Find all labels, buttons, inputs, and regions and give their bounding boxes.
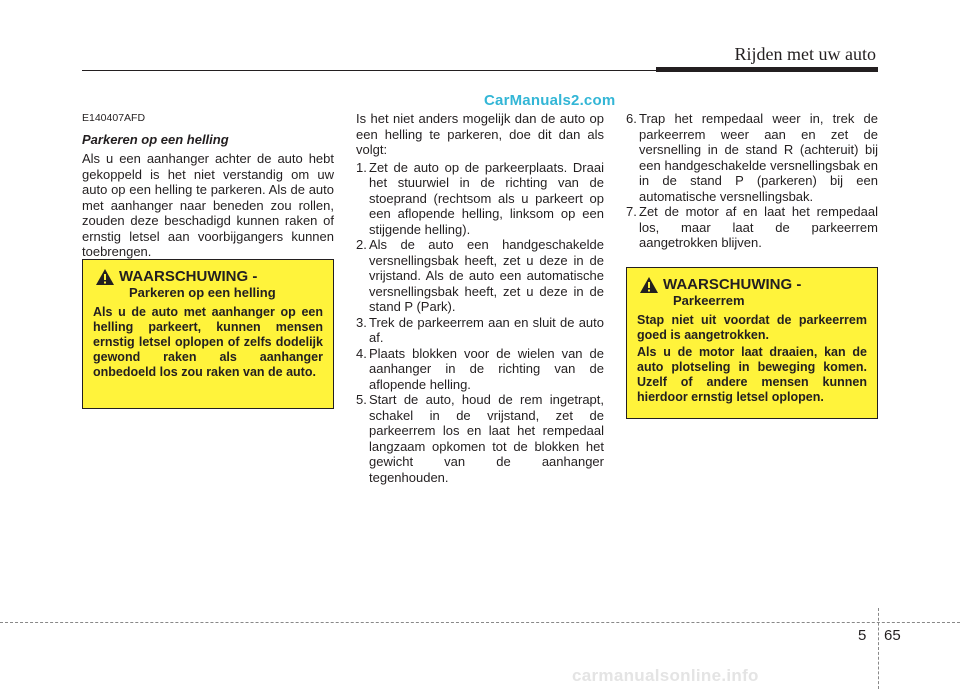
- warning-body: [93, 305, 323, 380]
- warning-subtitle: Parkeren op een helling: [129, 285, 276, 300]
- step-text: Als de auto een handgeschakelde versnellingsbak heeft, zet u deze in de vrijstand. Als de auto een automatische versnellingsbak heeft, zet u deze in de stand P (Park).: [369, 237, 604, 314]
- page-number: 65: [884, 627, 901, 644]
- warning-triangle-icon: [95, 268, 115, 286]
- step-item: [626, 111, 878, 204]
- step-number: 2.: [356, 237, 367, 252]
- step-text: Trek de parkeerrem aan en sluit de auto af.: [369, 314, 604, 345]
- column-3: [626, 111, 878, 251]
- header-rule-thick: [656, 67, 878, 72]
- step-item: [356, 237, 604, 315]
- subheading: Parkeren op een helling: [82, 131, 229, 147]
- step-item: [356, 315, 604, 346]
- step-text: Zet de auto op de parkeerplaats. Draai het stuurwiel in de richting van de stoeprand (rechtsom als u parkeert op een aflopende helling, linksom op een stijgende helling).: [369, 159, 604, 237]
- warning-text: Als u de motor laat draaien, kan de auto plotseling in beweging komen. Uzelf of andere mensen kunnen hierdoor ernstig letsel oplopen.: [637, 345, 867, 404]
- step-text: Plaats blokken voor de wielen van de aanhanger in de richting van de aflopende helling.: [369, 345, 604, 392]
- step-number: 4.: [356, 345, 367, 361]
- footer-divider: [878, 608, 879, 689]
- chapter-number: 5: [858, 627, 867, 644]
- step-item: [626, 204, 878, 251]
- watermark-bottom[interactable]: carmanualsonline.info: [572, 666, 759, 685]
- warning-title: WAARSCHUWING -: [119, 268, 258, 285]
- step-text: Trap het rempedaal weer in, trek de parkeerrem weer aan en zet de versnelling in de stand R (achteruit) bij een handgeschakelde versnellingsbak en in de stand P (parkeren) bij een automatische versnellingsbak.: [639, 111, 878, 204]
- warning-box-parking-brake: [626, 267, 878, 419]
- warning-body: [637, 313, 867, 405]
- step-item: [356, 160, 604, 238]
- column-1: [82, 111, 334, 260]
- warning-header: [637, 276, 867, 308]
- steps-list: [626, 111, 878, 251]
- warning-title: WAARSCHUWING -: [663, 276, 802, 293]
- step-number: 1.: [356, 159, 367, 175]
- step-number: 5.: [356, 392, 367, 407]
- intro-paragraph: Is het niet anders mogelijk dan de auto op een helling te parkeren, doe dit dan als volgt:: [356, 111, 604, 157]
- step-number: 6.: [626, 111, 637, 126]
- section-title: Rijden met uw auto: [734, 44, 876, 64]
- step-item: [356, 392, 604, 485]
- step-number: 7.: [626, 204, 637, 219]
- warning-box-parking-slope: [82, 259, 334, 409]
- watermark-top[interactable]: CarManuals2.com: [484, 92, 616, 109]
- warning-text: Stap niet uit voordat de parkeerrem goed is aangetrokken.: [637, 313, 867, 342]
- warning-header: [93, 268, 323, 300]
- body-paragraph: Als u een aanhanger achter de auto hebt gekoppeld is het niet verstandig om uw auto op een helling te parkeren. Als de auto met aanhanger naar beneden zou rollen, zouden deze beschadigd kunnen raken of ernstig letsel aan voorbijgangers kunnen toebrengen.: [82, 151, 334, 259]
- warning-subtitle: Parkeerrem: [673, 293, 745, 308]
- step-item: [356, 346, 604, 393]
- warning-triangle-icon: [639, 276, 659, 294]
- steps-list: [356, 160, 604, 486]
- header-rule: [82, 70, 656, 71]
- step-text: Start de auto, houd de rem ingetrapt, schakel in de vrijstand, zet de parkeerrem los en laat het rempedaal langzaam opkomen tot de blokken het gewicht van de aanhanger tegenhouden.: [369, 392, 604, 485]
- warning-text: Als u de auto met aanhanger op een helling parkeert, kunnen mensen ernstig letsel oplopen of zelfs dodelijk gewond raken als aanhanger onbedoeld los zou raken van de auto.: [93, 305, 323, 379]
- step-text: Zet de motor af en laat het rempedaal los, maar laat de parkeerrem aangetrokken blijven.: [639, 204, 878, 250]
- section-code: E140407AFD: [82, 112, 146, 124]
- column-2: [356, 111, 604, 485]
- footer-rule: [0, 622, 960, 623]
- step-number: 3.: [356, 314, 367, 330]
